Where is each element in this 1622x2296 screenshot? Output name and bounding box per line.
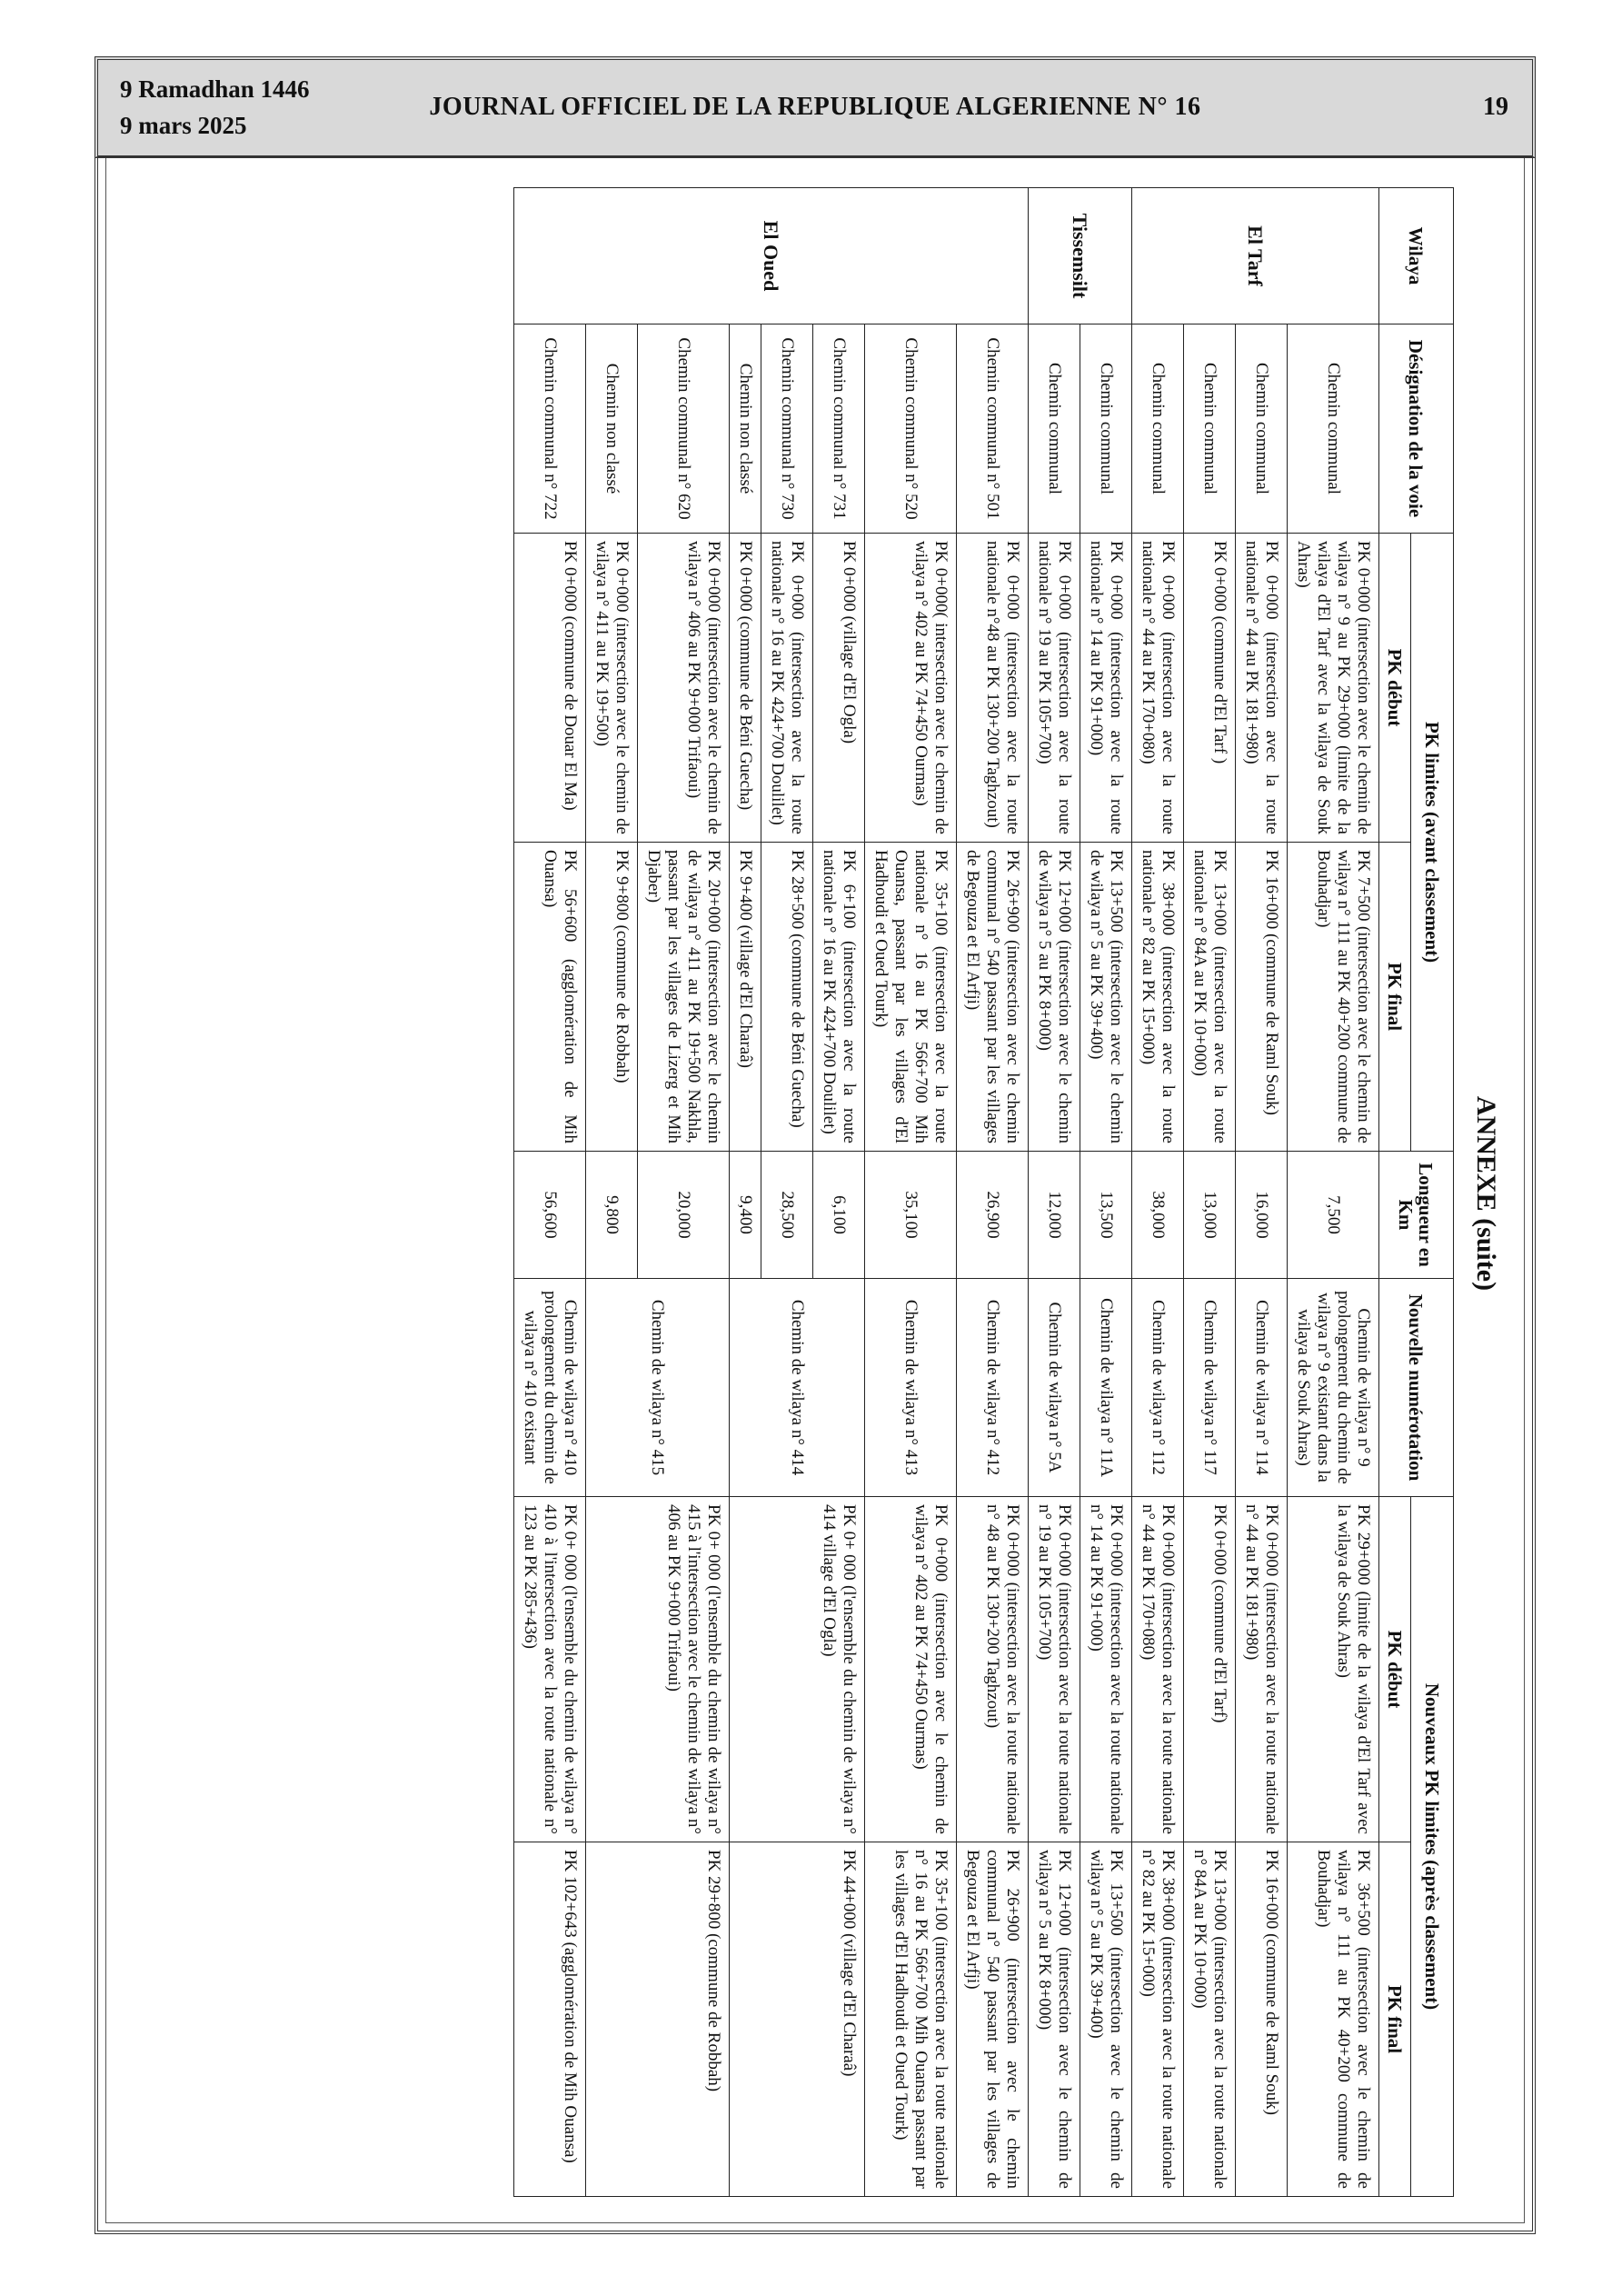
cell-new-numbering: Chemin de wilaya n° 112 <box>1132 1279 1184 1497</box>
table-row <box>957 188 1029 2197</box>
cell-new-numbering: Chemin de wilaya n° 5A <box>1029 1279 1080 1497</box>
table-row <box>638 188 730 2197</box>
cell-new-pk-debut: PK 0+ 000 (l'ensemble du chemin de wilaya n° 415 à l'intersection avec le chemin de wilaya n° 406 au PK 9+000 Trifaoui) <box>586 1497 730 1842</box>
wilaya-tissemsilt: Tissemsilt <box>1029 188 1132 324</box>
table-row <box>1080 188 1132 2197</box>
cell-designation: Chemin communal n° 501 <box>957 324 1029 534</box>
cell-new-pk-final: PK 36+500 (intersection avec le chemin de wilaya n° 111 au PK 40+200 commune de Bouhadjar) <box>1288 1842 1379 2197</box>
cell-new-numbering: Chemin de wilaya n° 9 prolongement du chemin de wilaya n° 9 existant dans la wilaya de Souk Ahras) <box>1288 1279 1379 1497</box>
header-date-gregorian: 9 mars 2025 <box>120 112 247 139</box>
cell-new-numbering: Chemin de wilaya n° 11A <box>1080 1279 1132 1497</box>
col-new-numbering: Nouvelle numérotation <box>1379 1279 1454 1497</box>
annex-title: ANNEXE (suite) <box>1471 1095 1501 1292</box>
col-pk-limits-before: PK limites (avant classement) <box>1411 534 1454 1152</box>
cell-new-pk-final: PK 38+000 (intersection avec la route nationale n° 82 au PK 15+000) <box>1132 1842 1184 2197</box>
col-pk-final: PK final <box>1379 843 1411 1152</box>
cell-designation: Chemin communal <box>1029 324 1080 534</box>
cell-new-pk-final: PK 29+800 (commune de Robbah) <box>586 1842 730 2197</box>
cell-new-numbering: Chemin de wilaya n° 413 <box>865 1279 957 1497</box>
table-row <box>1029 188 1080 2197</box>
cell-pk-final: PK 13+000 (intersection avec la route nationale n° 84A au PK 10+000) <box>1184 843 1236 1152</box>
header-page-number: 19 <box>1483 93 1508 121</box>
cell-pk-debut: PK 0+000 (intersection avec le chemin de wilaya n° 411 au PK 19+500) <box>586 534 638 843</box>
cell-length: 16,000 <box>1236 1152 1288 1279</box>
cell-designation: Chemin communal <box>1080 324 1132 534</box>
cell-designation: Chemin communal <box>1236 324 1288 534</box>
cell-pk-final: PK 20+000 (intersection avec le chemin de wilaya n° 411 au PK 19+500 Nakhla, passant par les villages de Lizerg et Mih Djaber) <box>638 843 730 1152</box>
cell-pk-final: PK 9+400 (village d'El Charaâ) <box>730 843 761 1152</box>
cell-new-pk-final: PK 26+900 (intersection avec le chemin communal n° 540 passant par les villages de Begouza et El Arfji) <box>957 1842 1029 2197</box>
cell-new-pk-final: PK 16+000 (commune de Raml Souk) <box>1236 1842 1288 2197</box>
cell-pk-final: PK 56+600 (agglomération de Mih Ouansa) <box>514 843 586 1152</box>
cell-designation: Chemin communal n° 722 <box>514 324 586 534</box>
cell-pk-final: PK 26+900 (intersection avec le chemin communal n° 540 passant par les villages de Begouza et El Arfji) <box>957 843 1029 1152</box>
cell-length: 28,500 <box>761 1152 813 1279</box>
cell-designation: Chemin communal <box>1288 324 1379 534</box>
cell-new-pk-debut: PK 0+000 (commune d'El Tarf) <box>1184 1497 1236 1842</box>
cell-pk-debut: PK 0+000( intersection avec le chemin de wilaya n° 402 au PK 74+450 Ourmas) <box>865 534 957 843</box>
table-row <box>813 188 865 2197</box>
cell-new-pk-debut: PK 0+000 (intersection avec la route nationale n° 44 au PK 181+980) <box>1236 1497 1288 1842</box>
table-row <box>1236 188 1288 2197</box>
cell-new-numbering: Chemin de wilaya n° 117 <box>1184 1279 1236 1497</box>
wilaya-el-oued: El Oued <box>514 188 1029 324</box>
col-pk-limits-after: Nouveaux PK limites (après classement) <box>1411 1497 1454 2197</box>
cell-pk-debut: PK 0+000 (commune de Béni Guecha) <box>730 534 761 843</box>
cell-new-pk-final: PK 102+643 (agglomération de Mih Ouansa) <box>514 1842 586 2197</box>
cell-length: 35,100 <box>865 1152 957 1279</box>
table-row <box>1184 188 1236 2197</box>
cell-pk-debut: PK 0+000 (intersection avec la route nationale n°48 au PK 130+200 Taghzout) <box>957 534 1029 843</box>
cell-new-pk-final: PK 44+000 (village d'El Charaâ) <box>730 1842 865 2197</box>
cell-pk-final: PK 35+100 (intersection avec la route nationale n° 16 au PK 566+700 Mih Ouansa, passant par les villages d'El Hadhoudi et Oued Tourk) <box>865 843 957 1152</box>
cell-new-numbering: Chemin de wilaya n° 414 <box>730 1279 865 1497</box>
cell-pk-debut: PK 0+000 (intersection avec le chemin de wilaya n° 9 au PK 29+000 (limite de la wilaya d'El Tarf avec la wilaya de Souk Ahras) <box>1288 534 1379 843</box>
col-designation: Désignation de la voie <box>1379 324 1454 534</box>
cell-length: 26,900 <box>957 1152 1029 1279</box>
header-title: JOURNAL OFFICIEL DE LA REPUBLIQUE ALGERIENNE N° 16 <box>429 93 1201 121</box>
cell-pk-debut: PK 0+000 (commune de Douar El Ma) <box>514 534 586 843</box>
cell-pk-debut: PK 0+000 (village d'El Ogla) <box>813 534 865 843</box>
cell-length: 7,500 <box>1288 1152 1379 1279</box>
cell-new-pk-final: PK 35+100 (intersection avec la route nationale n° 16 au PK 566+700 Mih Ouansa passant par les villages d'El Hadhoudi et Oued Tourk) <box>865 1842 957 2197</box>
table-row <box>1288 188 1379 2197</box>
cell-pk-final: PK 6+100 (intersection avec la route nationale n° 16 au PK 424+700 Doulilet) <box>813 843 865 1152</box>
cell-new-pk-debut: PK 0+000 (intersection avec la route nationale n° 44 au PK 170+080) <box>1132 1497 1184 1842</box>
cell-length: 38,000 <box>1132 1152 1184 1279</box>
cell-new-pk-debut: PK 0+ 000 (l'ensemble du chemin de wilaya n° 410 à l'intersection avec la route nationale n° 123 au PK 285+436) <box>514 1497 586 1842</box>
header-date-hijri: 9 Ramadhan 1446 <box>120 75 310 103</box>
journal-header <box>95 56 1536 158</box>
cell-pk-final: PK 9+800 (commune de Robbah) <box>586 843 638 1152</box>
annex-table <box>513 187 1454 2197</box>
cell-new-pk-debut: PK 0+000 (intersection avec la route nationale n° 19 au PK 105+700) <box>1029 1497 1080 1842</box>
col-pk-final-after: PK final <box>1379 1842 1411 2197</box>
cell-length: 13,000 <box>1184 1152 1236 1279</box>
table-row <box>514 188 586 2197</box>
cell-new-pk-final: PK 13+000 (intersection avec la route nationale n° 84A au PK 10+000) <box>1184 1842 1236 2197</box>
col-wilaya: Wilaya <box>1379 188 1454 324</box>
cell-designation: Chemin communal <box>1184 324 1236 534</box>
annex-landscape <box>120 180 1510 2207</box>
cell-length: 9,800 <box>586 1152 638 1279</box>
cell-new-numbering: Chemin de wilaya n° 410 prolongement du chemin de wilaya n° 410 existant <box>514 1279 586 1497</box>
cell-designation: Chemin communal n° 730 <box>761 324 813 534</box>
cell-new-pk-debut: PK 0+000 (intersection avec la route nationale n° 48 au PK 130+200 Taghzout) <box>957 1497 1029 1842</box>
header-row-1 <box>1411 188 1454 2197</box>
cell-new-pk-final: PK 13+500 (intersection avec le chemin de wilaya n° 5 au PK 39+400) <box>1080 1842 1132 2197</box>
cell-new-numbering: Chemin de wilaya n° 412 <box>957 1279 1029 1497</box>
cell-length: 13,500 <box>1080 1152 1132 1279</box>
cell-pk-final: PK 16+000 (commune de Raml Souk) <box>1236 843 1288 1152</box>
cell-pk-debut: PK 0+000 (intersection avec le chemin de wilaya n° 406 au PK 9+000 Trifaoui) <box>638 534 730 843</box>
cell-pk-debut: PK 0+000 (intersection avec la route nationale n° 19 au PK 105+700) <box>1029 534 1080 843</box>
cell-pk-debut: PK 0+000 (intersection avec la route nationale n° 14 au PK 91+000) <box>1080 534 1132 843</box>
wilaya-el-tarf: El Tarf <box>1132 188 1379 324</box>
cell-new-pk-debut: PK 0+ 000 (l'ensemble du chemin de wilaya n° 414 village d'El Ogla) <box>730 1497 865 1842</box>
cell-new-pk-debut: PK 29+000 (limite de la wilaya d'El Tarf avec la wilaya de Souk Ahras) <box>1288 1497 1379 1842</box>
cell-length: 6,100 <box>813 1152 865 1279</box>
cell-pk-debut: PK 0+000 (commune d'El Tarf ) <box>1184 534 1236 843</box>
rotated-content-area <box>120 180 1510 2207</box>
cell-pk-final: PK 28+500 (commune de Béni Guecha) <box>761 843 813 1152</box>
cell-new-pk-debut: PK 0+000 (intersection avec la route nationale n° 14 au PK 91+000) <box>1080 1497 1132 1842</box>
cell-length: 9,400 <box>730 1152 761 1279</box>
col-pk-debut: PK début <box>1379 534 1411 843</box>
cell-pk-debut: PK 0+000 (intersection avec la route nationale n° 44 au PK 170+080) <box>1132 534 1184 843</box>
col-length: Longueur en Km <box>1379 1152 1454 1279</box>
cell-pk-final: PK 12+000 (intersection avec le chemin de wilaya n° 5 au PK 8+000) <box>1029 843 1080 1152</box>
cell-designation: Chemin communal <box>1132 324 1184 534</box>
cell-designation: Chemin non classé <box>586 324 638 534</box>
cell-pk-final: PK 38+000 (intersection avec la route nationale n° 82 au PK 15+000) <box>1132 843 1184 1152</box>
cell-new-pk-final: PK 12+000 (intersection avec le chemin de wilaya n° 5 au PK 8+000) <box>1029 1842 1080 2197</box>
col-pk-debut-after: PK début <box>1379 1497 1411 1842</box>
cell-pk-final: PK 13+500 (intersection avec le chemin de wilaya n° 5 au PK 39+400) <box>1080 843 1132 1152</box>
cell-designation: Chemin communal n° 620 <box>638 324 730 534</box>
cell-designation: Chemin communal n° 731 <box>813 324 865 534</box>
cell-designation: Chemin communal n° 520 <box>865 324 957 534</box>
cell-new-pk-debut: PK 0+000 (intersection avec le chemin de wilaya n° 402 au PK 74+450 Ourmas) <box>865 1497 957 1842</box>
cell-new-numbering: Chemin de wilaya n° 114 <box>1236 1279 1288 1497</box>
cell-new-numbering: Chemin de wilaya n° 415 <box>586 1279 730 1497</box>
cell-pk-debut: PK 0+000 (intersection avec la route nationale n° 16 au PK 424+700 Doulilet) <box>761 534 813 843</box>
table-row <box>865 188 957 2197</box>
cell-designation: Chemin non classé <box>730 324 761 534</box>
table-row <box>1132 188 1184 2197</box>
cell-length: 12,000 <box>1029 1152 1080 1279</box>
cell-pk-final: PK 7+500 (intersection avec le chemin de wilaya n° 111 au PK 40+200 commune de Bouhadjar) <box>1288 843 1379 1152</box>
cell-length: 20,000 <box>638 1152 730 1279</box>
cell-length: 56,600 <box>514 1152 586 1279</box>
cell-pk-debut: PK 0+000 (intersection avec la route nationale n° 44 au PK 181+980) <box>1236 534 1288 843</box>
